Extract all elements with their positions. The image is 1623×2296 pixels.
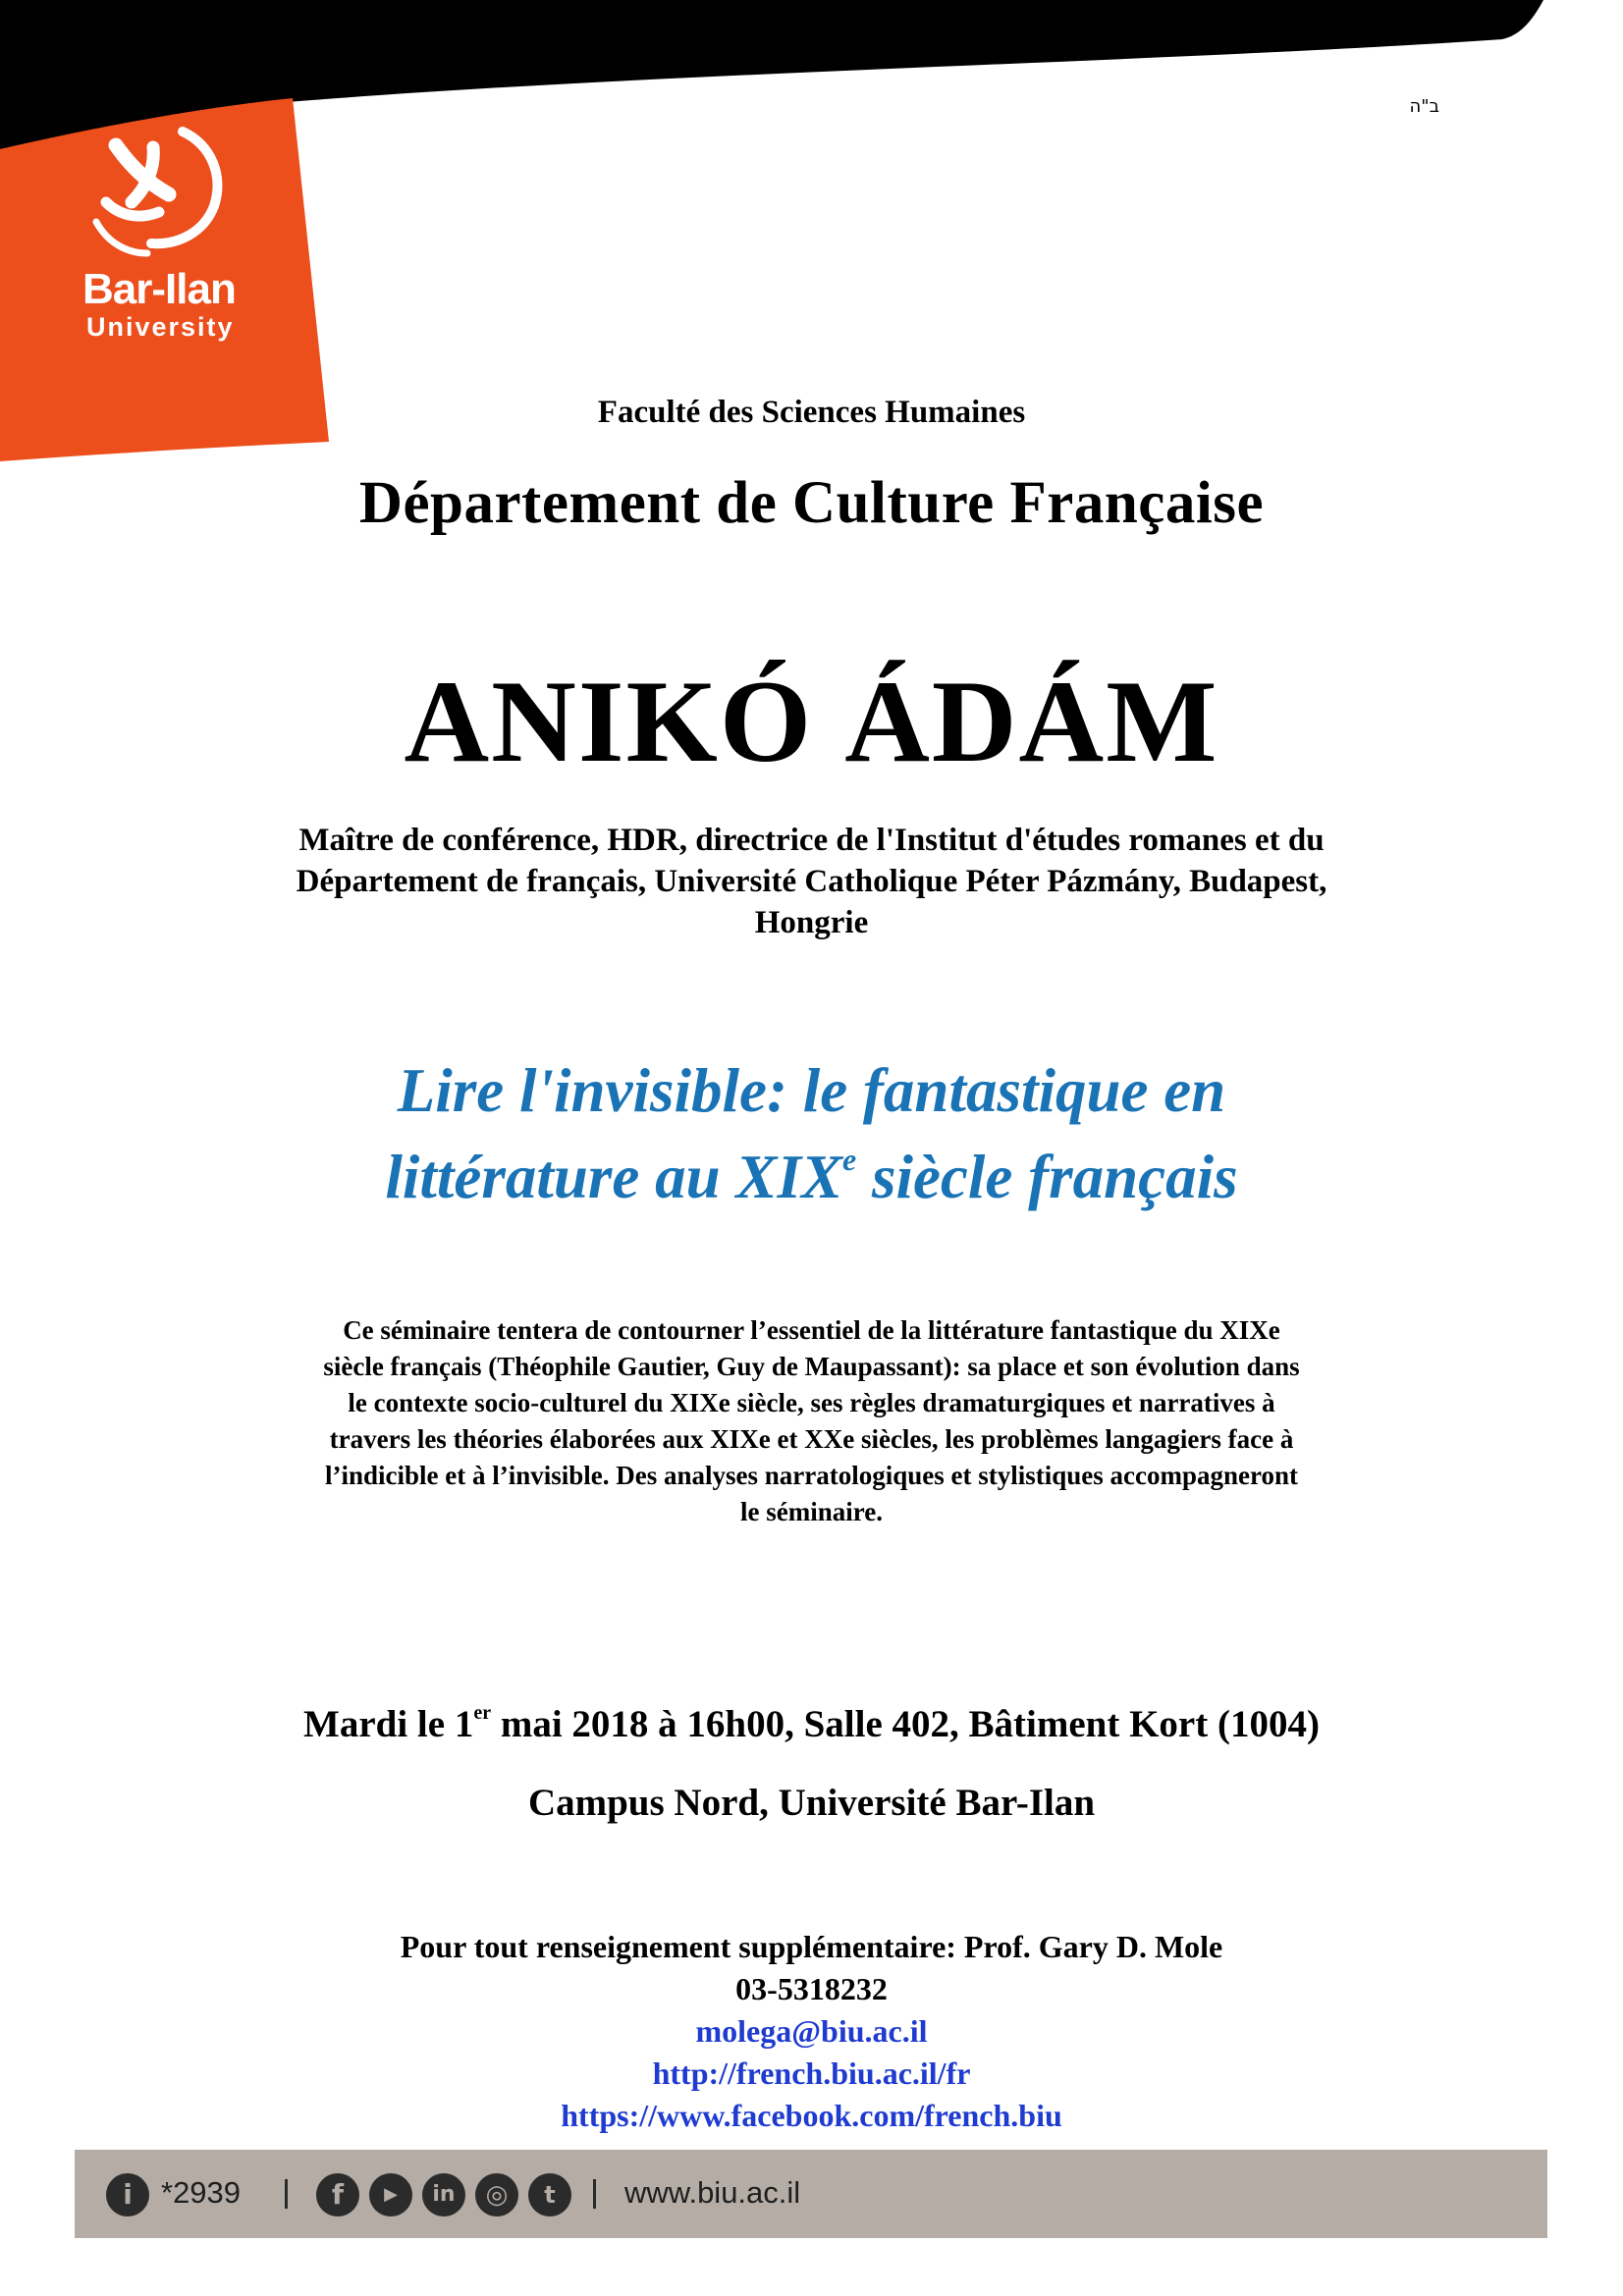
abstract-line: l’indicible et à l’invisible. Des analyses narratologiques et stylistiques accompagneront	[325, 1461, 1298, 1490]
instagram-icon[interactable]: ◎	[475, 2173, 518, 2216]
facebook-icon[interactable]: f	[316, 2173, 359, 2216]
event-campus: Campus Nord, Université Bar-Ilan	[527, 1782, 1096, 1824]
affiliation-line: Département de français, Université Catholique Péter Pázmány, Budapest,	[296, 864, 1327, 899]
abstract-line: le séminaire.	[740, 1497, 883, 1526]
abstract	[236, 1312, 1387, 1530]
footer-bar	[75, 2150, 1547, 2238]
abstract-line: travers les théories élaborées aux XIXe et XXe siècles, les problèmes langagiers face à	[329, 1424, 1294, 1454]
footer-site[interactable]: www.biu.ac.il	[624, 2175, 801, 2210]
speaker-affiliation	[177, 820, 1446, 943]
footer-separator	[593, 2179, 596, 2209]
ordinal-superscript: er	[473, 1702, 492, 1724]
linkedin-icon[interactable]: in	[422, 2173, 465, 2216]
affiliation-line: Hongrie	[754, 905, 869, 940]
contact-block	[0, 1926, 1623, 2137]
footer-separator	[285, 2179, 288, 2209]
department-name: Département de Culture Française	[358, 470, 1265, 536]
abstract-line: Ce séminaire tentera de contourner l’essentiel de la littérature fantastique du XIXe	[343, 1315, 1280, 1345]
info-icon[interactable]: i	[106, 2173, 149, 2216]
logo-subtitle: University	[86, 312, 235, 342]
twitter-icon[interactable]: t	[528, 2173, 571, 2216]
speaker-name: ANIKÓ ÁDÁM	[404, 656, 1219, 786]
event-datetime: Mardi le 1er mai 2018 à 16h00, Salle 402, Bâtiment Kort (1004)	[303, 1702, 1320, 1745]
talk-title-line: littérature au XIXe siècle français	[385, 1142, 1238, 1211]
faculty-name: Faculté des Sciences Humaines	[597, 395, 1026, 430]
abstract-line: le contexte socio-culturel du XIXe siècle, ses règles dramaturgiques et narratives à	[348, 1388, 1275, 1417]
talk-title	[196, 1047, 1427, 1220]
logo-name: Bar-Ilan	[82, 265, 236, 313]
affiliation-line: Maître de conférence, HDR, directrice de l'Institut d'études romanes et du	[298, 823, 1325, 858]
youtube-icon[interactable]: ▶	[369, 2173, 412, 2216]
talk-title-line: Lire l'invisible: le fantastique en	[397, 1056, 1226, 1125]
footer-phone: *2939	[161, 2175, 242, 2210]
hebrew-mark: ב"ה	[1409, 96, 1439, 117]
facebook-link[interactable]: https://www.facebook.com/french.biu	[561, 2098, 1062, 2133]
century-superscript: e	[841, 1142, 857, 1177]
contact-label: Pour tout renseignement supplémentaire: Prof. Gary D. Mole	[400, 1929, 1223, 1964]
email-link[interactable]: molega@biu.ac.il	[695, 2013, 928, 2049]
contact-phone: 03-5318232	[735, 1971, 888, 2006]
website-link[interactable]: http://french.biu.ac.il/fr	[652, 2056, 971, 2091]
abstract-line: siècle français (Théophile Gautier, Guy de Maupassant): sa place et son évolution dans	[323, 1352, 1300, 1381]
